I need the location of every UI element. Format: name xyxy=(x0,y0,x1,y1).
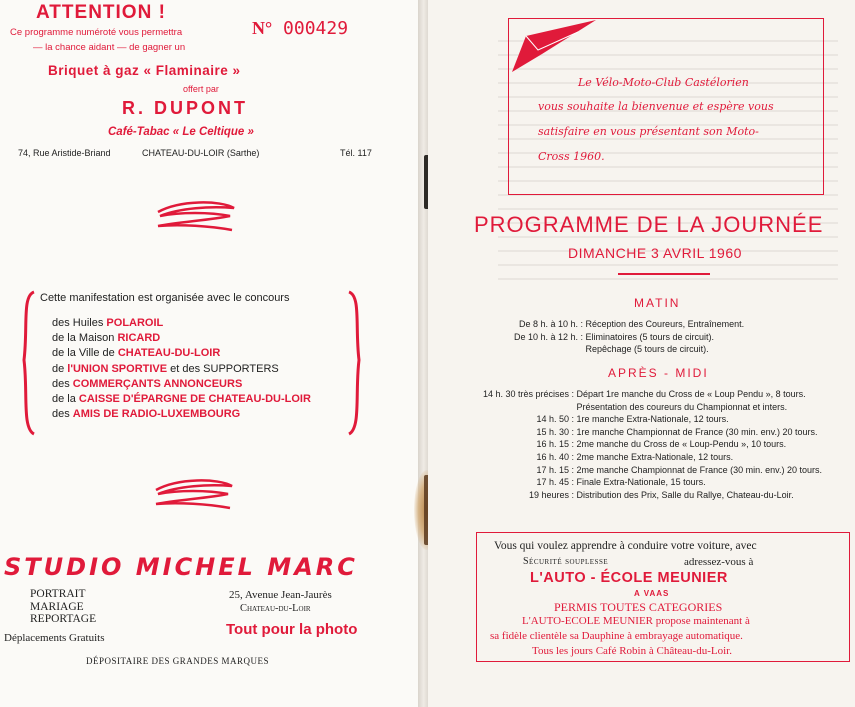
organizer-line: des Huiles POLAROIL xyxy=(52,317,164,329)
organizer-line: de la CAISSE D'ÉPARGNE DE CHATEAU-DU-LOIR xyxy=(52,393,311,406)
studio-name: STUDIO MICHEL MARC xyxy=(4,553,358,581)
schedule-row: Présentation des coureurs du Championnat et inters. xyxy=(576,401,788,412)
auto-ecole-line-3: sa fidèle clientèle sa Dauphine à embrayage automatique. xyxy=(490,630,743,642)
pennant-flag-icon xyxy=(508,14,598,84)
auto-ecole-location: A VAAS xyxy=(634,589,670,598)
sponsor-name: R. DUPONT xyxy=(122,98,248,118)
left-page xyxy=(0,0,422,707)
organizer-line: de la Ville de CHATEAU-DU-LOIR xyxy=(52,347,221,360)
welcome-line-1: Le Vélo-Moto-Club Castélorien xyxy=(578,76,749,89)
attention-title: ATTENTION ! xyxy=(36,2,166,23)
auto-ecole-line-1: Vous qui voulez apprendre à conduire votre voiture, avec xyxy=(494,540,757,552)
flourish-ornament-bottom xyxy=(148,478,238,520)
sponsor-address: 74, Rue Aristide-Briand xyxy=(18,148,111,158)
schedule-row: 14 h. 30 très précises : Départ 1re manche du Cross de « Loup Pendu », 8 tours. xyxy=(482,389,806,399)
auto-ecole-permits: PERMIS TOUTES CATEGORIES xyxy=(554,600,723,614)
left-brace-icon xyxy=(18,288,38,438)
schedule-row: 17 h. 45 : Finale Extra-Nationale, 15 tours. xyxy=(536,477,706,488)
program-date: DIMANCHE 3 AVRIL 1960 xyxy=(568,245,742,261)
attention-line-1: Ce programme numéroté vous permettra xyxy=(10,27,183,38)
right-page xyxy=(428,0,855,707)
organizer-line: des COMMERÇANTS ANNONCEURS xyxy=(52,377,243,390)
schedule-row: De 10 h. à 12 h. : Eliminatoires (5 tours de circuit). xyxy=(513,331,715,342)
studio-services xyxy=(30,588,96,626)
studio-address-1: 25, Avenue Jean-Jaurès xyxy=(229,589,332,601)
welcome-line-2: vous souhaite la bienvenue et espère vous xyxy=(538,100,774,113)
program-title: PROGRAMME DE LA JOURNÉE xyxy=(474,212,824,237)
title-divider xyxy=(618,273,710,275)
schedule-row: 17 h. 15 : 2me manche Championnat de France (30 min. env.) 20 tours. xyxy=(536,464,822,475)
afternoon-schedule xyxy=(430,388,822,501)
schedule-row: De 8 h. à 10 h. : Réception des Coureurs, Entraînement. xyxy=(518,319,745,329)
morning-label: MATIN xyxy=(634,296,681,310)
prize-text: Briquet à gaz « Flaminaire » xyxy=(48,63,241,78)
auto-ecole-address-label: adressez-vous à xyxy=(684,556,754,568)
auto-ecole-line-2: L'AUTO-ECOLE MEUNIER propose maintenant à xyxy=(522,615,750,627)
sponsor-phone: Tél. 117 xyxy=(340,148,372,158)
schedule-row: 14 h. 50 : 1re manche Extra-Nationale, 12 tours. xyxy=(536,414,729,425)
number-value: 000429 xyxy=(283,18,349,39)
organizer-line: des AMIS DE RADIO-LUXEMBOURG xyxy=(52,408,241,421)
schedule-row: 16 h. 15 : 2me manche du Cross de « Loup-Pendu », 10 tours. xyxy=(536,439,787,450)
morning-schedule xyxy=(488,318,744,356)
afternoon-label: APRÈS - MIDI xyxy=(608,366,709,380)
organizers-intro: Cette manifestation est organisée avec le concours xyxy=(40,292,290,304)
service-item: REPORTAGE xyxy=(30,613,97,625)
studio-travel: Déplacements Gratuits xyxy=(4,632,105,644)
auto-ecole-line-4: Tous les jours Café Robin à Château-du-Loir. xyxy=(532,645,732,657)
service-item: PORTRAIT xyxy=(30,588,86,600)
organizer-line: de l'UNION SPORTIVE et des SUPPORTERS xyxy=(52,362,279,375)
number-label: N° xyxy=(252,18,273,38)
attention-line-2: — la chance aidant — de gagner un xyxy=(33,42,186,53)
studio-brands: DÉPOSITAIRE DES GRANDES MARQUES xyxy=(86,656,270,666)
flourish-ornament-top xyxy=(150,200,240,240)
schedule-row: Repêchage (5 tours de circuit). xyxy=(585,344,709,355)
auto-ecole-name: L'AUTO - ÉCOLE MEUNIER xyxy=(530,570,728,586)
right-brace-icon xyxy=(345,288,365,438)
welcome-line-4: Cross 1960. xyxy=(538,150,605,163)
schedule-row: 19 heures : Distribution des Prix, Salle du Rallye, Chateau-du-Loir. xyxy=(528,489,794,500)
auto-ecole-security: Sécurité souplesse xyxy=(523,556,609,567)
organizers-list xyxy=(52,316,311,422)
ticket-number xyxy=(252,18,348,39)
welcome-line-3: satisfaire en vous présentant son Moto- xyxy=(538,125,759,138)
service-item: MARIAGE xyxy=(30,600,84,613)
organizer-line: de la Maison RICARD xyxy=(52,332,161,345)
offered-by: offert par xyxy=(183,84,219,94)
studio-slogan: Tout pour la photo xyxy=(226,621,358,638)
schedule-row: 16 h. 40 : 2me manche Extra-Nationale, 12 tours. xyxy=(536,451,734,462)
schedule-row: 15 h. 30 : 1re manche Championnat de France (30 min. env.) 20 tours. xyxy=(536,426,818,437)
sponsor-city: CHATEAU-DU-LOIR (Sarthe) xyxy=(142,148,260,158)
sponsor-venue: Café-Tabac « Le Celtique » xyxy=(108,126,254,138)
studio-address-2: Chateau-du-Loir xyxy=(240,603,311,614)
